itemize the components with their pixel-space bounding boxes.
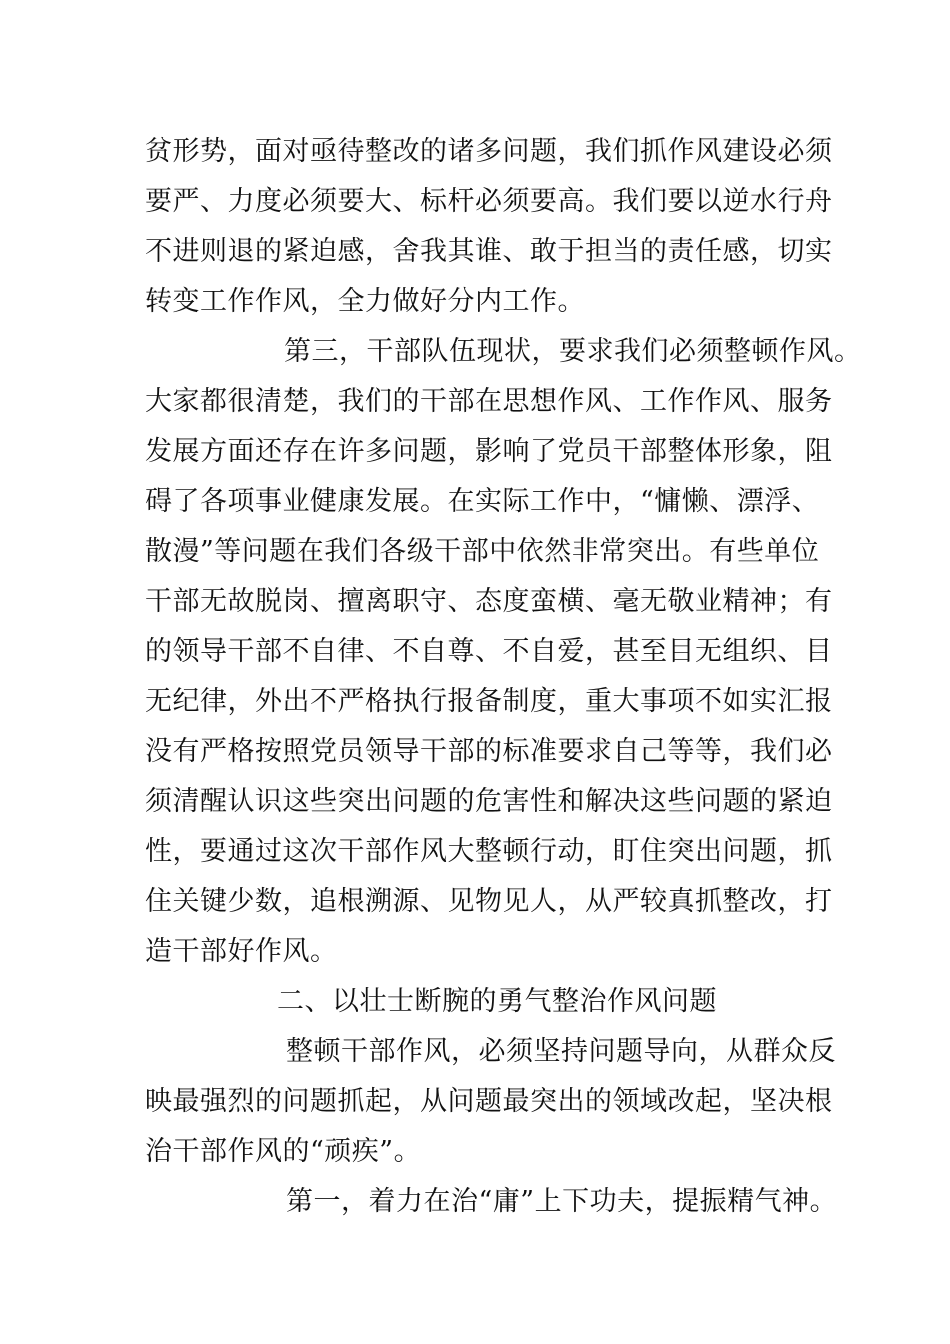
text-line: 映最强烈的问题抓起，从问题最突出的领域改起，坚决根 bbox=[145, 1086, 833, 1117]
text-line: 造干部好作风。 bbox=[145, 936, 338, 967]
paragraph-heading-third: 第三，干部队伍现状，要求我们必须整顿作风。 bbox=[284, 336, 862, 367]
text-line: 大家都很清楚，我们的干部在思想作风、工作作风、服务 bbox=[145, 386, 833, 417]
text-line: 没有严格按照党员领导干部的标准要求自己等等，我们必 bbox=[145, 736, 833, 767]
text-line: 贫形势，面对亟待整改的诸多问题，我们抓作风建设必须 bbox=[145, 136, 833, 167]
text-line: 整顿干部作风，必须坚持问题导向，从群众反 bbox=[286, 1036, 836, 1067]
text-line: 干部无故脱岗、擅离职守、态度蛮横、毫无敬业精神；有 bbox=[145, 586, 833, 617]
paragraph-heading-first: 第一，着力在治“庸”上下功夫，提振精气神。 bbox=[286, 1186, 838, 1217]
text-line: 无纪律，外出不严格执行报备制度，重大事项不如实汇报 bbox=[145, 686, 833, 717]
text-line: 碍了各项事业健康发展。在实际工作中，“慵懒、漂浮、 bbox=[145, 486, 820, 517]
text-line: 住关键少数，追根溯源、见物见人，从严较真抓整改，打 bbox=[145, 886, 833, 917]
text-line: 不进则退的紧迫感，舍我其谁、敢于担当的责任感，切实 bbox=[145, 236, 833, 267]
text-line: 须清醒认识这些突出问题的危害性和解决这些问题的紧迫 bbox=[145, 786, 833, 817]
text-line: 要严、力度必须要大、标杆必须要高。我们要以逆水行舟 bbox=[145, 186, 833, 217]
text-line: 的领导干部不自律、不自尊、不自爱，甚至目无组织、目 bbox=[145, 636, 833, 667]
text-line: 发展方面还存在许多问题，影响了党员干部整体形象，阻 bbox=[145, 436, 833, 467]
text-line: 性，要通过这次干部作风大整顿行动，盯住突出问题，抓 bbox=[145, 836, 833, 867]
text-line: 治干部作风的“顽疾”。 bbox=[145, 1136, 422, 1167]
text-line: 转变工作作风，全力做好分内工作。 bbox=[145, 286, 585, 317]
section-heading: 二、以壮士断腕的勇气整治作风问题 bbox=[277, 986, 717, 1017]
text-line: 散漫”等问题在我们各级干部中依然非常突出。有些单位 bbox=[145, 536, 820, 567]
